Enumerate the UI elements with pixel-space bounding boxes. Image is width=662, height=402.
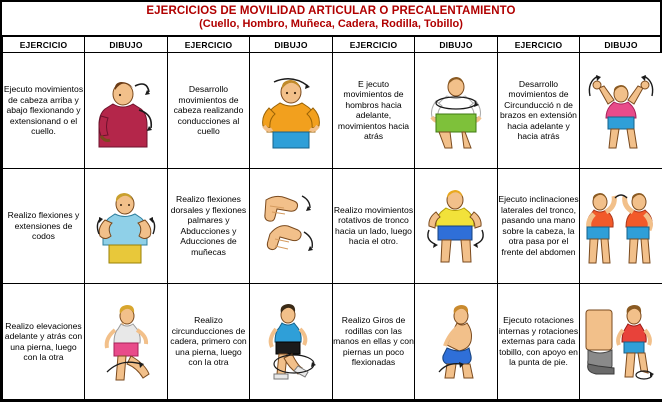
- exercise-text-1-3: E jecuto movimientos de hombros hacia adelante, movimientos hacia atrás: [333, 53, 415, 169]
- wrist-movements-icon: [250, 186, 332, 266]
- drawing-cell-1-1: [85, 53, 168, 169]
- drawing-cell-3-3: [415, 284, 498, 400]
- header-exercise-3: EJERCICIO: [333, 37, 415, 53]
- drawing-cell-2-1: [85, 168, 168, 284]
- exercise-text-2-3: Realizo movimientos rotativos de tronco hacia un lado, luego hacia el otro.: [333, 168, 415, 284]
- trunk-rotation-icon: [415, 186, 497, 266]
- drawing-cell-2-3: [415, 168, 498, 284]
- lateral-trunk-bend-icon: [580, 186, 662, 266]
- exercise-text-3-4: Ejecuto rotaciones internas y rotaciones externas para cada tobillo, con apoyo en la punta de pie.: [498, 284, 580, 400]
- drawing-cell-2-4: [580, 168, 662, 284]
- exercise-table: [2, 36, 662, 400]
- hip-circumduction-icon: [250, 302, 332, 382]
- header-drawing-2: DIBUJO: [250, 37, 333, 53]
- header-drawing-3: DIBUJO: [415, 37, 498, 53]
- neck-flexion-extension-icon: [85, 70, 167, 150]
- header-exercise-1: EJERCICIO: [3, 37, 85, 53]
- table-row: [3, 284, 662, 400]
- header-exercise-2: EJERCICIO: [168, 37, 250, 53]
- table-header-row: [3, 37, 662, 53]
- drawing-cell-1-4: [580, 53, 662, 169]
- page-title: [2, 2, 660, 36]
- header-exercise-4: EJERCICIO: [498, 37, 580, 53]
- drawing-cell-1-3: [415, 53, 498, 169]
- leg-swing-icon: [85, 302, 167, 382]
- table-row: [3, 168, 662, 284]
- ankle-rotation-icon: [580, 302, 662, 382]
- exercise-text-2-2: Realizo flexiones dorsales y flexiones palmares y Abducciones y Aducciones de muñecas: [168, 168, 250, 284]
- neck-circumduction-icon: [250, 70, 332, 150]
- header-drawing-4: DIBUJO: [580, 37, 662, 53]
- title-line-2: (Cuello, Hombro, Muñeca, Cadera, Rodilla, Tobillo): [199, 18, 463, 30]
- drawing-cell-2-2: [250, 168, 333, 284]
- drawing-cell-1-2: [250, 53, 333, 169]
- exercise-text-1-4: Desarrollo movimientos de Circunducció n de brazos en extensión hacia adelante y hacia atrás: [498, 53, 580, 169]
- exercise-text-3-3: Realizo Giros de rodillas con las manos en ellas y con piernas un poco flexionadas: [333, 284, 415, 400]
- title-line-1: EJERCICIOS DE MOVILIDAD ARTICULAR O PRECALENTAMIENTO: [146, 5, 516, 17]
- table-row: [3, 53, 662, 169]
- exercise-text-1-1: Ejecuto movimientos de cabeza arriba y abajo flexionando y extensionand o el cuello.: [3, 53, 85, 169]
- drawing-cell-3-2: [250, 284, 333, 400]
- drawing-cell-3-4: [580, 284, 662, 400]
- knee-rotation-icon: [415, 302, 497, 382]
- shoulder-rotation-icon: [415, 70, 497, 150]
- exercise-text-3-1: Realizo elevaciones adelante y atrás con una pierna, luego con la otra: [3, 284, 85, 400]
- exercise-text-2-4: Ejecuto inclinaciones laterales del tronco, pasando una mano sobre la cabeza, la otra pasa por el frente del abdomen: [498, 168, 580, 284]
- exercise-text-1-2: Desarrollo movimientos de cabeza realizando conducciones al cuello: [168, 53, 250, 169]
- exercise-text-3-2: Realizo circunducciones de cadera, primero con una pierna, luego con la otra: [168, 284, 250, 400]
- exercise-text-2-1: Realizo flexiones y extensiones de codos: [3, 168, 85, 284]
- arm-circumduction-icon: [580, 70, 662, 150]
- drawing-cell-3-1: [85, 284, 168, 400]
- header-drawing-1: DIBUJO: [85, 37, 168, 53]
- elbow-flexion-icon: [85, 186, 167, 266]
